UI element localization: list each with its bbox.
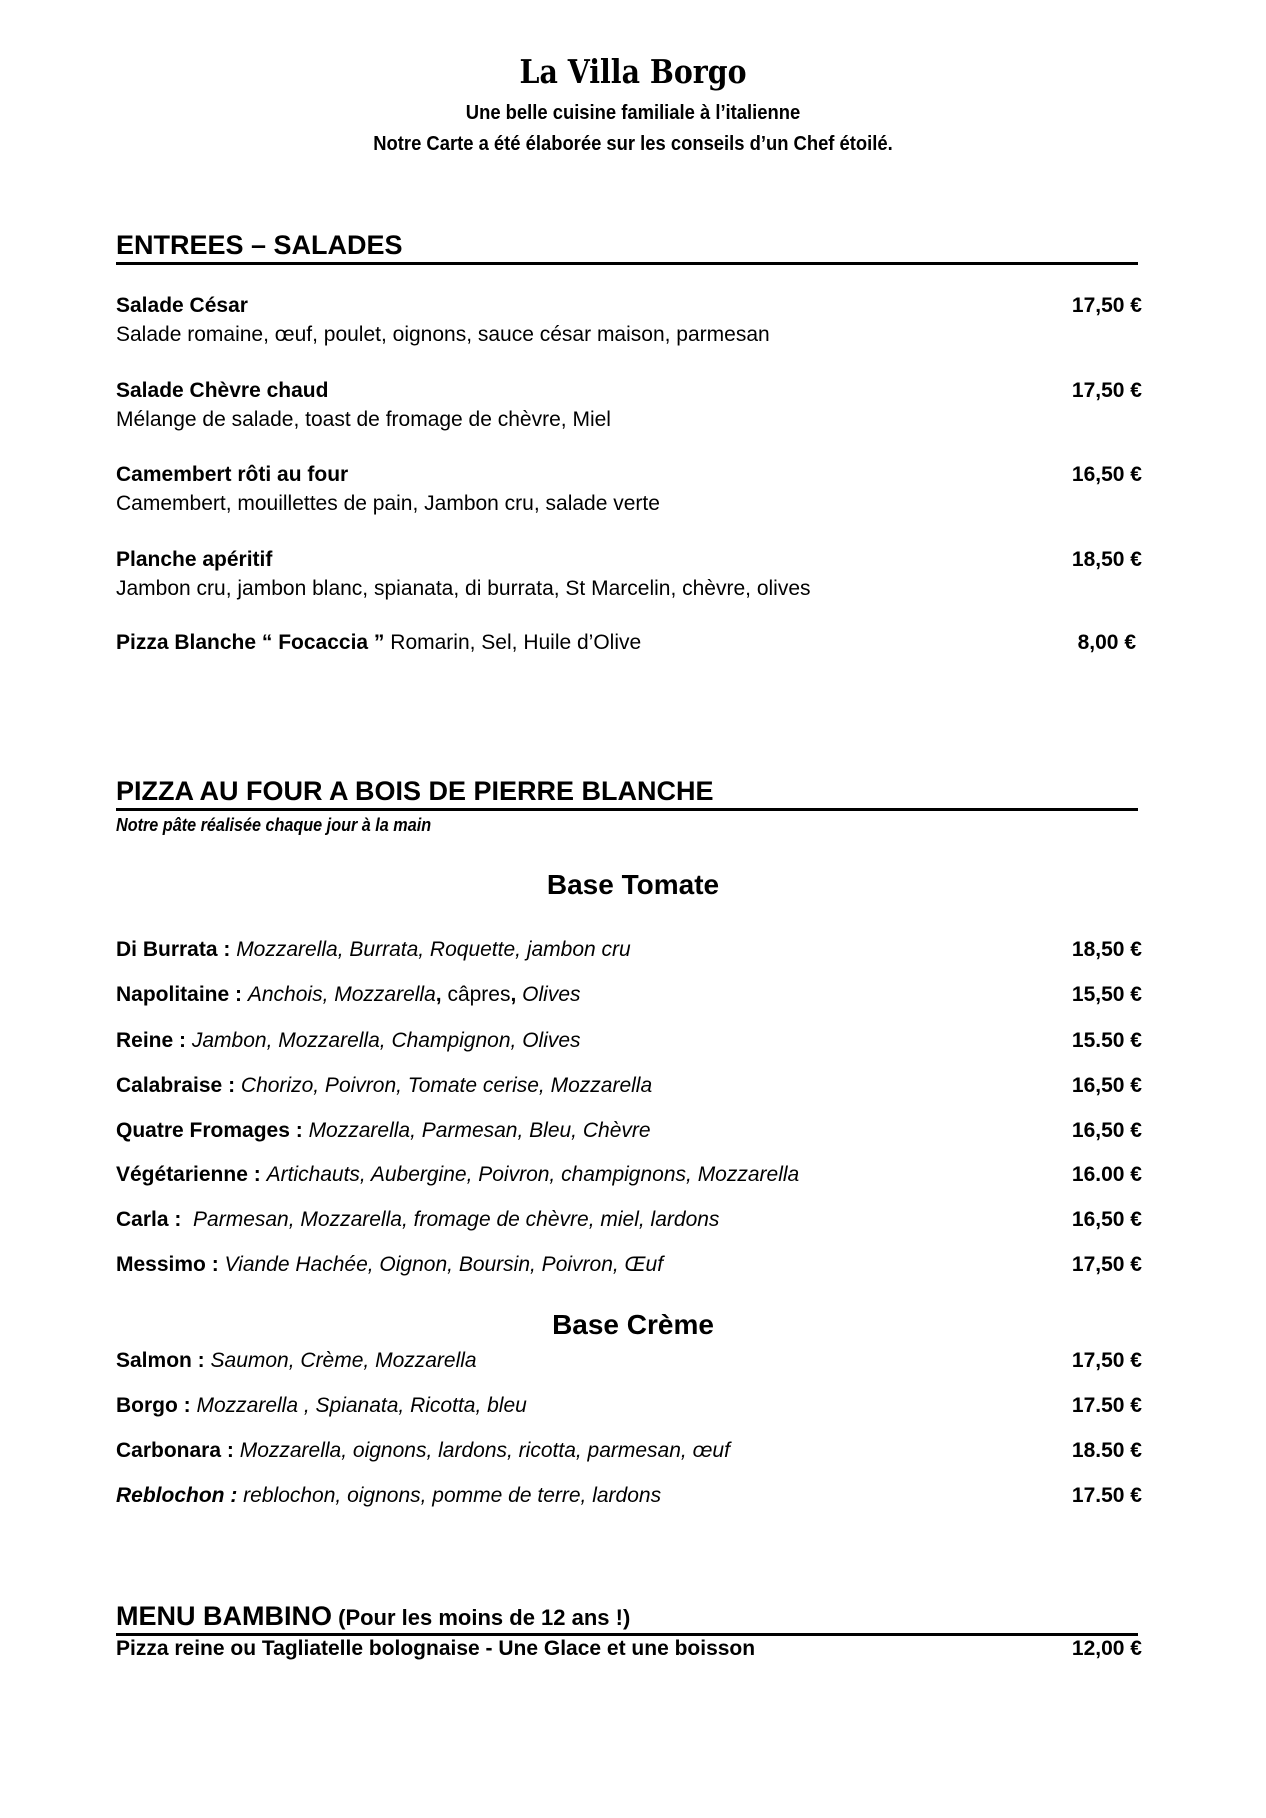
pizza-price: 17,50 € [1071,1349,1142,1372]
entree-description: Salade romaine, œuf, poulet, oignons, sauce césar maison, parmesan [116,323,770,346]
subheading-base-creme: Base Crème [552,1309,714,1340]
pizza-price: 15.50 € [1071,1029,1142,1052]
entree-description: Mélange de salade, toast de fromage de chèvre, Miel [116,408,611,431]
pizza-name: Reine : [116,1029,192,1052]
pizza-price: 16,50 € [1071,1074,1142,1097]
pizza-name: Végétarienne : [116,1163,267,1186]
pizza-price: 15,50 € [1071,983,1142,1006]
section-heading-bambino [116,1599,1138,1636]
chef-note: Notre Carte a été élaborée sur les conseils d’un Chef étoilé. [373,133,893,155]
pizza-name: Borgo : [116,1394,197,1417]
pizza-ingredients: Mozzarella, oignons, lardons, ricotta, parmesan, œuf [239,1439,730,1462]
pizza-price: 17.50 € [1071,1394,1142,1417]
entree-price: 18,50 € [1071,548,1142,571]
pizza-name: Napolitaine : [116,983,248,1006]
pizza-note: Notre pâte réalisée chaque jour à la main [116,815,432,835]
pizza-ingredients: Viande Hachée, Oignon, Boursin, Poivron, Œuf [224,1253,664,1276]
pizza-ingredients: Mozzarella, Burrata, Roquette, jambon cru [236,938,631,961]
section-heading-bambino-label: MENU BAMBINO [116,1601,332,1631]
pizza-name: Calabraise : [116,1074,241,1097]
pizza-ingredients-separator: , [510,983,523,1006]
pizza-ingredients: Chorizo, Poivron, Tomate cerise, Mozzarella [240,1074,653,1097]
pizza-name: Reblochon : [116,1484,244,1507]
pizza-name: Quatre Fromages : [116,1119,309,1142]
section-heading-bambino-note: (Pour les moins de 12 ans !) [332,1605,631,1630]
pizza-ingredients-separator: , [435,983,448,1006]
focaccia-name: Pizza Blanche “ Focaccia ” [116,631,385,654]
entree-name: Salade Chèvre chaud [116,379,329,402]
bambino-price: 12,00 € [1071,1637,1142,1660]
tagline: Une belle cuisine familiale à l’italienne [465,102,801,124]
pizza-price: 18.50 € [1071,1439,1142,1462]
pizza-name: Salmon : [116,1349,211,1372]
subheading-base-tomate: Base Tomate [546,869,720,900]
entree-description: Camembert, mouillettes de pain, Jambon cru, salade verte [116,492,660,515]
pizza-price: 17.50 € [1071,1484,1142,1507]
pizza-name: Carla : [116,1208,194,1231]
section-heading-pizza-label: PIZZA AU FOUR A BOIS DE PIERRE BLANCHE [116,776,714,806]
pizza-ingredients: Saumon, Crème, Mozzarella [210,1349,477,1372]
pizza-name: Di Burrata : [116,938,237,961]
pizza-ingredients: Artichauts, Aubergine, Poivron, champignons, Mozzarella [266,1163,800,1186]
bambino-description: Pizza reine ou Tagliatelle bolognaise - Une Glace et une boisson [116,1637,756,1660]
focaccia-description: Romarin, Sel, Huile d’Olive [384,631,642,654]
section-heading-pizza [116,774,1138,811]
focaccia-price: 8,00 € [1077,631,1136,654]
section-heading-entrees-label: ENTREES – SALADES [116,230,403,260]
pizza-price: 16.00 € [1071,1163,1142,1186]
entree-price: 16,50 € [1071,463,1142,486]
entree-description: Jambon cru, jambon blanc, spianata, di burrata, St Marcelin, chèvre, olives [116,577,811,600]
entree-name: Camembert rôti au four [116,463,349,486]
entree-name: Salade César [116,294,248,317]
focaccia-line [116,630,641,656]
pizza-ingredients: Mozzarella , Spianata, Ricotta, bleu [196,1394,527,1417]
pizza-name: Carbonara : [116,1439,240,1462]
pizza-ingredients: Jambon, Mozzarella, Champignon, Olives [191,1029,581,1052]
pizza-price: 16,50 € [1071,1208,1142,1231]
entree-name: Planche apéritif [116,548,273,571]
pizza-name: Messimo : [116,1253,225,1276]
pizza-ingredients: reblochon, oignons, pomme de terre, lardons [243,1484,662,1507]
entree-price: 17,50 € [1071,294,1142,317]
restaurant-name: La Villa Borgo [519,52,747,91]
pizza-price: 17,50 € [1071,1253,1142,1276]
pizza-ingredients: câpres [447,983,511,1006]
pizza-ingredients: Parmesan, Mozzarella, fromage de chèvre, miel, lardons [193,1208,720,1231]
pizza-price: 18,50 € [1071,938,1142,961]
pizza-ingredients: Olives [522,983,581,1006]
pizza-price: 16,50 € [1071,1119,1142,1142]
pizza-ingredients: Anchois, Mozzarella [247,983,436,1006]
entree-price: 17,50 € [1071,379,1142,402]
pizza-ingredients: Mozzarella, Parmesan, Bleu, Chèvre [308,1119,651,1142]
section-heading-entrees [116,228,1138,265]
